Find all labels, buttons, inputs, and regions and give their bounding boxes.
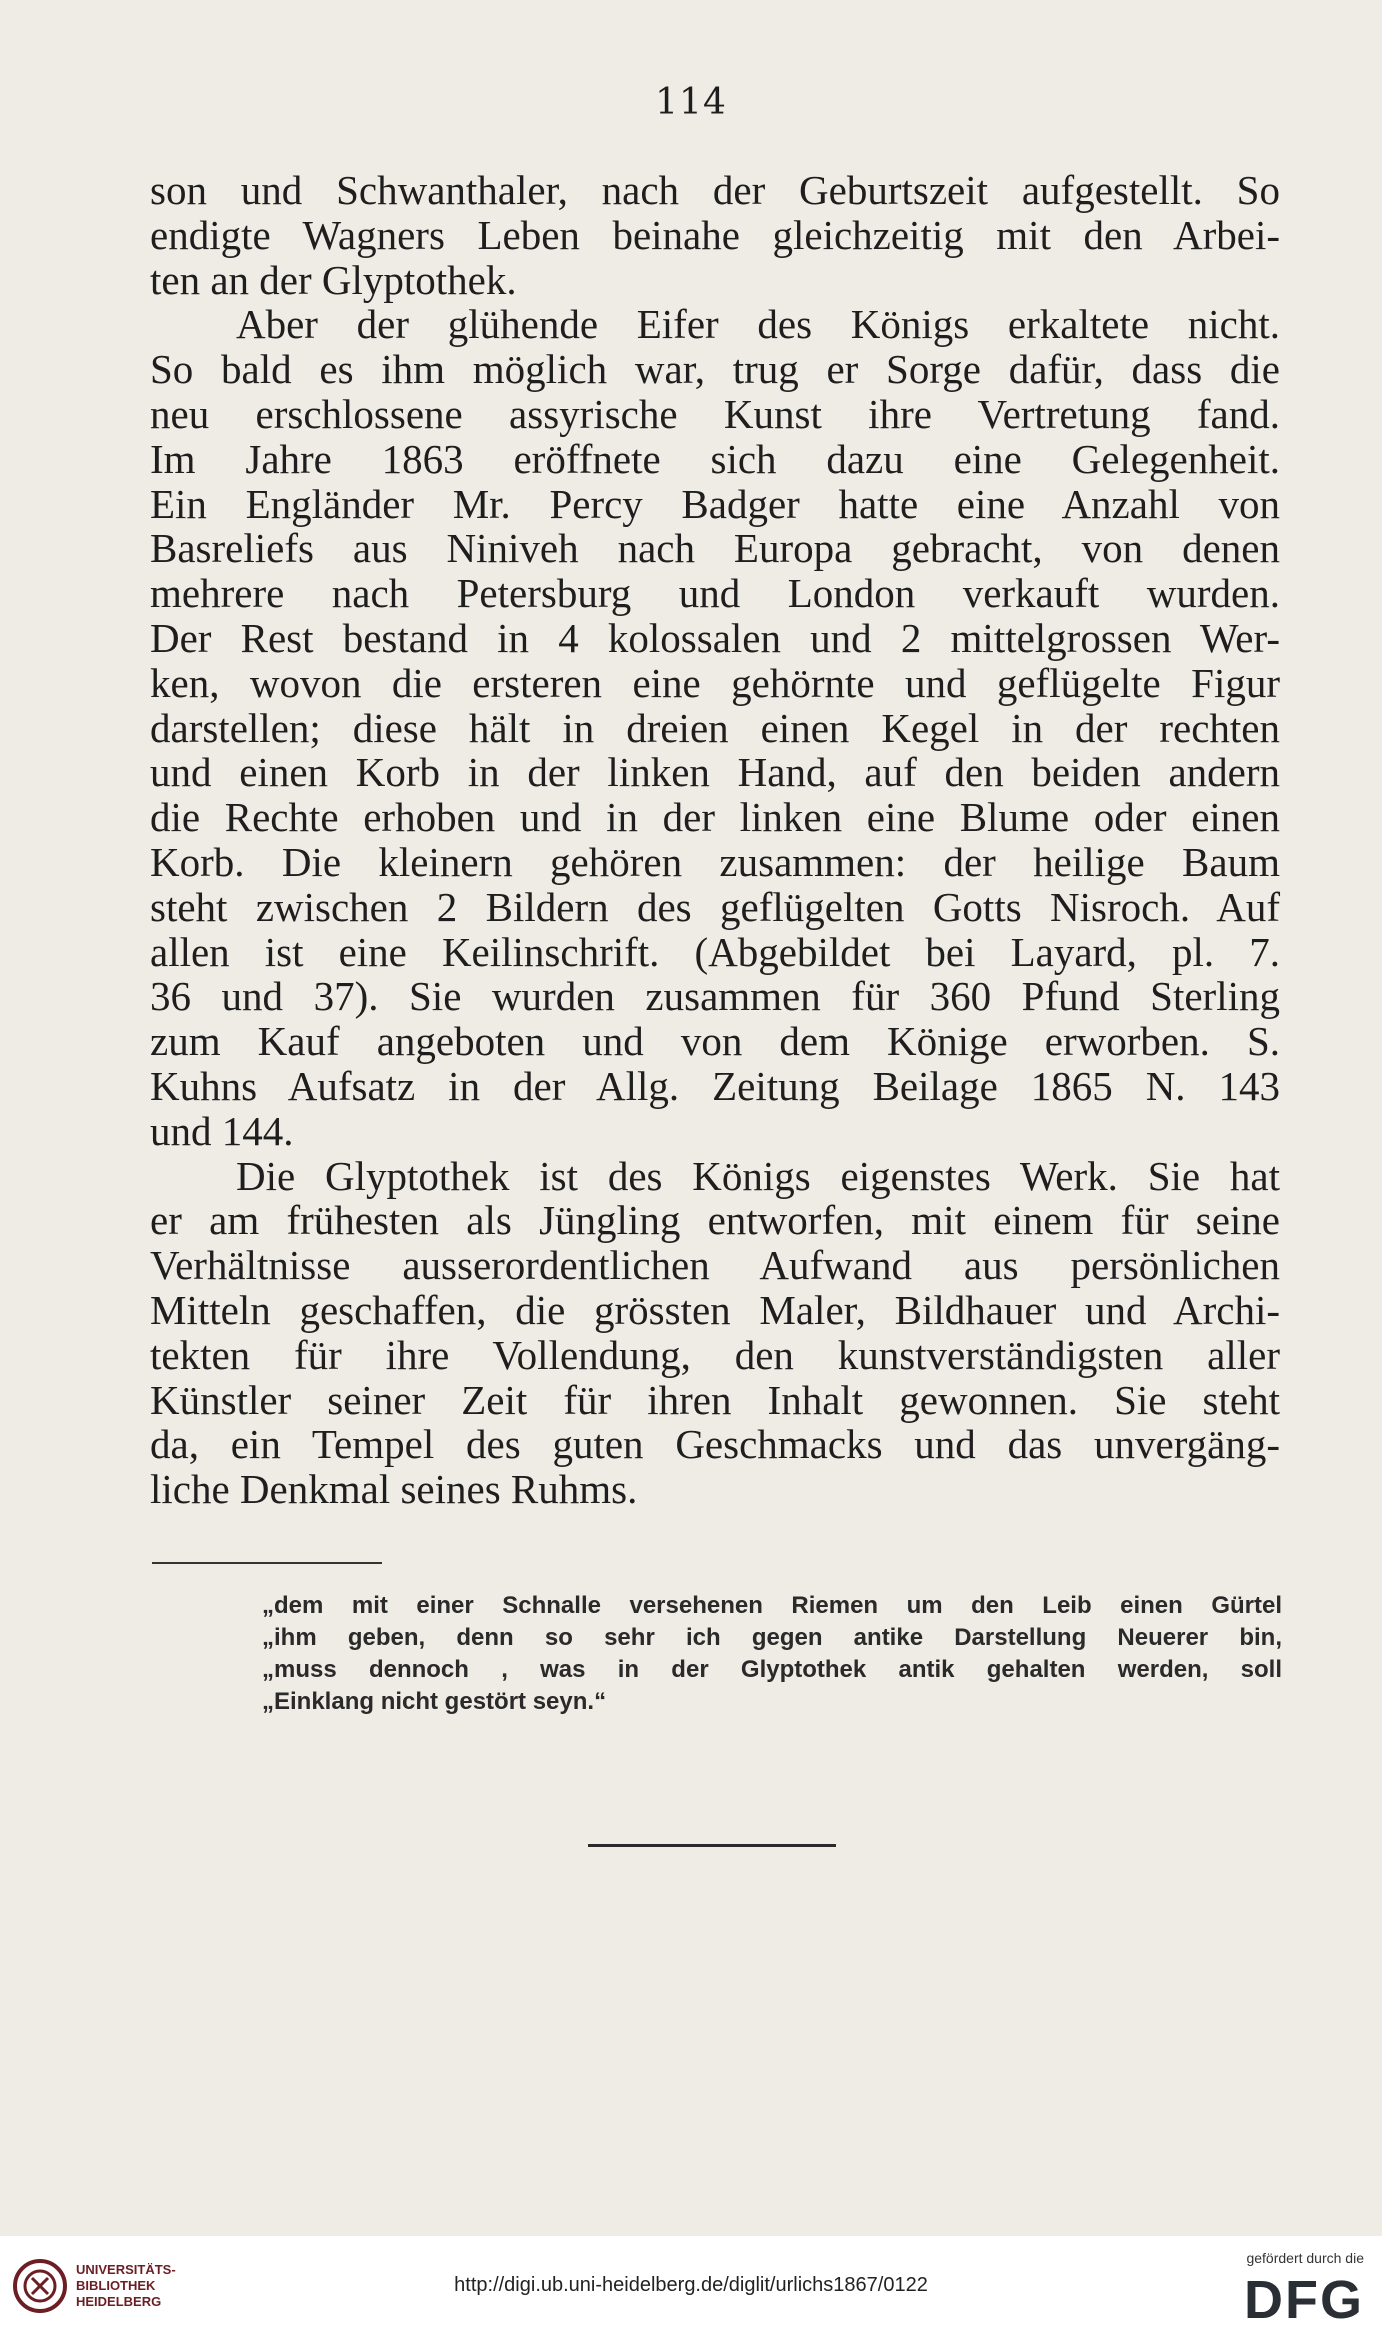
text-line: er am frühesten als Jüngling entworfen, mit einem für seine [150, 1197, 1280, 1244]
text-line: ken, wovon die ersteren eine gehörnte und geflügelte Figur [150, 659, 1280, 706]
institution-line: UNIVERSITÄTS- [76, 2262, 176, 2277]
text-line: mehrere nach Petersburg und London verkauft wurden. [150, 570, 1280, 617]
text-line: zum Kauf angeboten und von dem Könige erworben. S. [150, 1018, 1280, 1065]
footnote-line: „Einklang nicht gestört seyn.“ [262, 1688, 607, 1715]
page-number: 114 [655, 82, 727, 123]
text-line: darstellen; diese hält in dreien einen Kegel in der rechten [150, 704, 1280, 751]
text-line: So bald es ihm möglich war, trug er Sorge dafür, dass die [150, 346, 1280, 393]
text-line: liche Denkmal seines Ruhms. [150, 1466, 638, 1513]
permalink[interactable]: http://digi.ub.uni-heidelberg.de/diglit/urlichs1867/0122 [454, 2274, 928, 2296]
text-line: da, ein Tempel des guten Geschmacks und das unvergäng- [150, 1421, 1280, 1468]
text-line: Im Jahre 1863 eröffnete sich dazu eine Gelegenheit. [150, 435, 1280, 482]
body-text [150, 168, 1280, 1512]
sponsor-caption: gefördert durch die [1246, 2250, 1364, 2266]
text-line: Korb. Die kleinern gehören zusammen: der heilige Baum [150, 838, 1280, 885]
text-line: Aber der glühende Eifer des Königs erkaltete nicht. [236, 301, 1280, 348]
text-line: Kuhns Aufsatz in der Allg. Zeitung Beilage 1865 N. 143 [150, 1062, 1280, 1109]
text-line: tekten für ihre Vollendung, den kunstverständigsten aller [150, 1331, 1280, 1378]
text-line: son und Schwanthaler, nach der Geburtszeit aufgestellt. So [150, 167, 1280, 213]
footnote [262, 1590, 1282, 1718]
footnote-line: „muss dennoch , was in der Glyptothek antik gehalten werden, soll [262, 1656, 1282, 1683]
institution-line: HEIDELBERG [76, 2294, 162, 2309]
footnote-line: „dem mit einer Schnalle versehenen Riemen um den Leib einen Gürtel [262, 1592, 1282, 1619]
text-line: allen ist eine Keilinschrift. (Abgebildet bei Layard, pl. 7. [150, 928, 1280, 975]
text-line: 36 und 37). Sie wurden zusammen für 360 Pfund Sterling [150, 973, 1280, 1020]
text-line: neu erschlossene assyrische Kunst ihre Vertretung fand. [150, 390, 1280, 437]
text-line: Der Rest bestand in 4 kolossalen und 2 mittelgrossen Wer- [150, 614, 1280, 661]
text-line: Künstler seiner Zeit für ihren Inhalt gewonnen. Sie steht [150, 1376, 1280, 1423]
footer-bar [0, 2236, 1382, 2340]
text-line: Die Glyptothek ist des Königs eigenstes Werk. Sie hat [236, 1152, 1280, 1199]
footnote-line: „ihm geben, denn so sehr ich gegen antike Darstellung Neuerer bin, [262, 1624, 1282, 1651]
text-line: Basreliefs aus Niniveh nach Europa gebracht, von denen [150, 525, 1280, 572]
dfg-logo: DFG [1244, 2270, 1364, 2330]
institution-line: BIBLIOTHEK [76, 2278, 156, 2293]
text-line: und einen Korb in der linken Hand, auf den beiden andern [150, 749, 1280, 796]
text-line: die Rechte erhoben und in der linken eine Blume oder einen [150, 794, 1280, 841]
text-line: endigte Wagners Leben beinahe gleichzeitig mit den Arbei- [150, 211, 1280, 258]
text-line: steht zwischen 2 Bildern des geflügelten Gotts Nisroch. Auf [150, 883, 1280, 930]
text-line: ten an der Glyptothek. [150, 256, 517, 303]
end-divider [588, 1844, 836, 1847]
text-line: Ein Engländer Mr. Percy Badger hatte eine Anzahl von [150, 480, 1280, 527]
text-line: und 144. [150, 1107, 294, 1154]
text-line: Mitteln geschaffen, die grössten Maler, Bildhauer und Archi- [150, 1286, 1280, 1333]
footnote-divider [152, 1562, 382, 1564]
text-line: Verhältnisse ausserordentlichen Aufwand aus persönlichen [150, 1242, 1280, 1289]
